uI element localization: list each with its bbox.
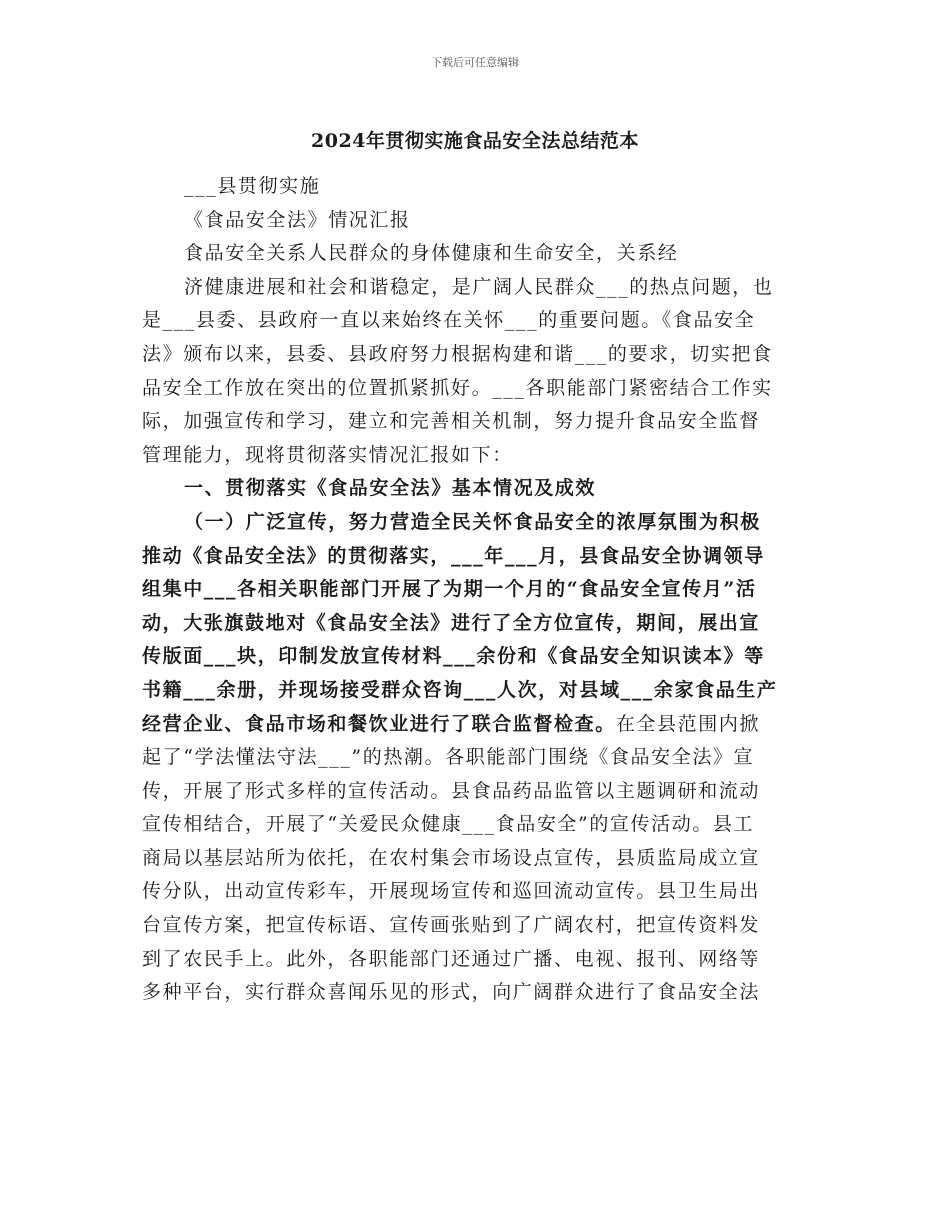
bold-paragraph-line: 推动《食品安全法》的贯彻落实，___年___月，县食品安全协调领导 <box>142 544 765 567</box>
paragraph-line: 济健康进展和社会和谐稳定，是广阔人民群众___的热点问题，也 <box>184 275 774 298</box>
paragraph-line: 是___县委、县政府一直以来始终在关怀___的重要问题。《食品安全 <box>142 309 756 332</box>
page-header: 下载后可任意编辑 <box>431 56 519 69</box>
document-title: 2024年贯彻实施食品安全法总结范本 <box>311 130 639 152</box>
mixed-paragraph-line <box>142 708 810 742</box>
paragraph-line: 管理能力，现将贯彻落实情况汇报如下： <box>142 443 513 466</box>
paragraph-line: 品安全工作放在突出的位置抓紧抓好。___各职能部门紧密结合工作实 <box>142 376 773 399</box>
paragraph-line: 台宣传方案，把宣传标语、宣传画张贴到了广阔农村，把宣传资料发 <box>142 914 761 937</box>
bold-paragraph-line: 传版面___块，印制发放宣传材料___余份和《食品安全知识读本》等 <box>142 645 765 668</box>
paragraph-line: 传分队，出动宣传彩车，开展现场宣传和巡回流动宣传。县卫生局出 <box>142 880 761 903</box>
section-heading: 一、贯彻落实《食品安全法》基本情况及成效 <box>184 477 597 500</box>
bold-paragraph-line: 动，大张旗鼓地对《食品安全法》进行了全方位宣传，期间，展出宣 <box>142 611 761 634</box>
bold-segment: 经营企业、食品市场和餐饮业进行了联合监督检查。 <box>142 712 616 735</box>
paragraph-line: 到了农民手上。此外，各职能部门还通过广播、电视、报刊、网络等 <box>142 947 761 970</box>
paragraph-line: ___县贯彻实施 <box>184 175 321 197</box>
paragraph-line: 际，加强宣传和学习，建立和完善相关机制，努力提升食品安全监督 <box>142 410 761 433</box>
bold-paragraph-line: 书籍___余册，并现场接受群众咨询___人次，对县域___余家食品生产 <box>142 678 778 701</box>
document-body <box>142 170 810 1010</box>
paragraph-line: 法》颁布以来，县委、县政府努力根据构建和谐___的要求，切实把食 <box>142 342 773 365</box>
subsection-heading-line: （一）广泛宣传，努力营造全民关怀食品安全的浓厚氛围为积极 <box>184 510 761 533</box>
paragraph-line: 《食品安全法》情况汇报 <box>184 208 411 231</box>
paragraph-line: 宣传相结合，开展了“关爱民众健康___食品安全”的宣传活动。县工 <box>142 813 755 836</box>
paragraph-line: 商局以基层站所为依托，在农村集会市场设点宣传，县质监局成立宣 <box>142 846 761 869</box>
normal-segment: 在全县范围内掀 <box>615 712 761 735</box>
paragraph-line: 食品安全关系人民群众的身体健康和生命安全，关系经 <box>184 242 679 265</box>
bold-paragraph-line: 组集中___各相关职能部门开展了为期一个月的“食品安全宣传月”活 <box>142 578 757 601</box>
paragraph-line: 多种平台，实行群众喜闻乐见的形式，向广阔群众进行了食品安全法 <box>142 981 761 1004</box>
paragraph-line: 起了“学法懂法守法___”的热潮。各职能部门围绕《食品安全法》宣 <box>142 746 755 769</box>
paragraph-line: 传，开展了形式多样的宣传活动。县食品药品监管以主题调研和流动 <box>142 779 761 802</box>
